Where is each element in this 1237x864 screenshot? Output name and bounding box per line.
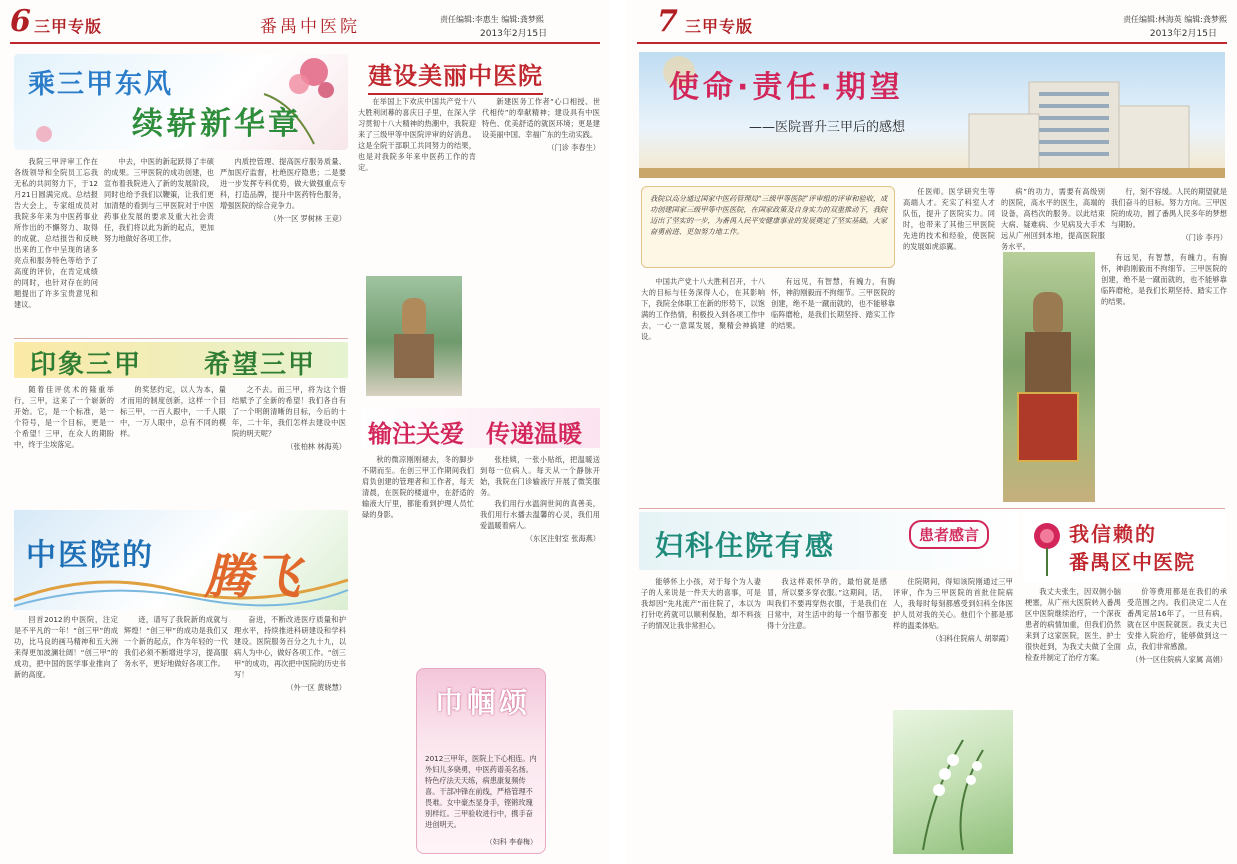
xinlai-col-2: 价等费用都是在我们的承受范围之内。我们决定二人在番禺定居16年了，一旦有病，就在区中医院就医。我丈夫已安排入院治疗，能够做到这一点，我们非常感激。 （外一区住院病人家属 高娟） bbox=[1127, 587, 1227, 664]
dongfeng-col-2: 中去，中医的新起跃得了丰硕的成果。三甲医院的成功创建，也宣布着我院进入了新的发展阶段，同时也给予我们以鞭策，让我们更加清楚的看到与三甲医院对于中医药事业发展的要求及重大社会责任，我们将以此为新的起点，更加努力地做好各项工作。 bbox=[104, 157, 214, 243]
right-page bbox=[627, 0, 1237, 864]
jinguo-headline: 巾帼颂 bbox=[435, 686, 532, 719]
yinxiang-col-1: 随着佳评优术的隆重举行，三甲，这来了一个崭新的开始。它，是一个标准，是一个符号，是一个目标，更是一个希望！三甲，在众人的期盼中，终于尘埃落定。 bbox=[14, 385, 114, 449]
shiming-headline: 使命·责任·期望 bbox=[669, 70, 904, 105]
yinxiang-banner bbox=[14, 342, 348, 378]
jinguo-signature: （妇科 李春梅） bbox=[485, 838, 537, 846]
dongfeng-headline-1: 乘三甲东风 bbox=[28, 69, 173, 100]
tengfei-col-1: 回首2012的中医院，注定是不平凡的一年！“创三甲”的成功，比马良的画马精神和五大洲来得更加波澜壮阔！“创三甲”的成功，把中国的医学事业推向了新的高度。 bbox=[14, 615, 118, 679]
dongfeng-signature: （外一区 罗树林 王竞） bbox=[269, 214, 346, 223]
dongfeng-col-1: 我院三甲评审工作在各级领导和全院员工忘我无私的共同努力下，于12月21日圆满完成。总结报告大会上，专家组成员对我院多年来为中医药事业所作出的不懈努力、取得的成就、总结报告和反映出来的工作中呈现的诸多亮点和服务特色等给予了高度的评价，在肯定成绩的同时，也针对存在的问题提出了许多宝贵意见和建议。 bbox=[14, 157, 98, 309]
flower-icon bbox=[893, 710, 1013, 854]
shuzhu-headline-1: 输注关爱 bbox=[368, 420, 464, 448]
shiming-subtitle: ——医院晋升三甲后的感想 bbox=[749, 120, 906, 135]
left-page bbox=[0, 0, 610, 864]
lily-of-valley-photo bbox=[893, 710, 1013, 854]
shiming-col-2: 有远见，有智慧，有魄力，有胸怀，神韵刚毅而不拘细节。三甲医院的创建，绝不是一蹴而就的，也不能够靠临阵磨枪，是我们长期坚持、踏实工作的结果。 bbox=[771, 277, 895, 330]
tengfei-signature: （外一区 黄晓慧） bbox=[286, 683, 346, 692]
jinguo-box bbox=[416, 668, 546, 854]
shiming-col-3: 任医师。医学研究生等高端人才。充实了科室人才队伍，提升了医院实力。同时，也带来了其他三甲医院先进的技术和经验，使医院的发展如虎添翼。 bbox=[903, 187, 995, 251]
left-section-title: 三甲专版 bbox=[34, 17, 103, 36]
xinlai-headline-1: 我信赖的 bbox=[1069, 522, 1157, 546]
yinxiang-headline-1: 印象三甲 bbox=[30, 350, 143, 380]
xinlai-signature: （外一区住院病人家属 高娟） bbox=[1131, 655, 1227, 664]
xinlai-headline-2: 番禺区中医院 bbox=[1069, 550, 1195, 574]
xinlai-banner bbox=[1023, 512, 1227, 582]
dongfeng-col-3: 内质控管理、提高医疗服务质量、严加医疗监督，杜绝医疗隐患；二是要进一步发挥专科优势，做大做强重点专科，打造品牌，提升中医药特色服务，增强医院的综合竞争力。 （外一区 罗树林 王竞） bbox=[220, 157, 346, 223]
yinxiang-headline-2: 希望三甲 bbox=[204, 350, 317, 380]
shuzhu-col-2: 张桂姨，一张小贴纸，把温暖送到每一位病人。每天从一个静脉开始，我院在门诊输液厅开展了微笑服务。 我们用行水温润世间的真善美，我们用行水播去温馨的心灵，我们用爱温暖着病人。 （东区注射室 张海燕） bbox=[480, 455, 600, 543]
yinxiang-col-3: 之不去。而三甲，将为这个惜结赋予了全新的希望！我们各自有了一个明朗清晰的目标，今后的十年，二十年，我们怎样去建设中医院的明天呢？ （张柏林 林海英） bbox=[232, 385, 346, 451]
tengfei-banner bbox=[14, 510, 348, 610]
divider bbox=[14, 338, 348, 339]
left-brand: 番禺中医院 bbox=[260, 17, 360, 37]
fuke-col-3: 住院期间，得知该院刚通过三甲评审，作为三甲医院的首批住院病人，我每时每刻都感受到妇科全体医护人员对我的关心。他们个个都是那样的温柔体贴。 （妇科住院病人 胡翠霞） bbox=[893, 577, 1013, 643]
fuke-headline: 妇科住院有感 bbox=[655, 529, 836, 562]
dongfeng-banner bbox=[14, 54, 348, 150]
yinxiang-col-2: 的奖惩约定，以人为本，量才而用的制度创新，这样一个目标三甲，一百人跟中，一千人眼中，一万人眼中，总有不同的模样。 bbox=[120, 385, 226, 438]
shiming-col-4: 病”的功力，需要有高级别的医院，高水平的医生，高端的设备，高档次的服务。以此结束大病、疑难病、少见病及大手术远从广州回到本地，提高医院服务水平。 bbox=[1001, 187, 1105, 251]
jianshe-statue-photo bbox=[366, 276, 462, 396]
rose-decoration-icon bbox=[1027, 518, 1067, 578]
right-page-number: 7 bbox=[657, 4, 678, 39]
tengfei-col-3: 奋进，不断改进医疗质量和护理水平，持续推进科研建设和学科建设。医院服务百分之九十九，以病人为中心，做好各项工作。“创三甲”的成功，再次把中医院的历史书写！ （外一区 黄晓慧） bbox=[234, 615, 346, 692]
xinlai-col-1: 我丈夫张生，因双侧小脑梗塞，从广州大医院转入番禺区中医院继续治疗，一个深夜患者的病情加重，但我们仍然来到了这家医院，医生、护士很快赶到，为我丈夫做了全面检查并制定了治疗方案。 bbox=[1025, 587, 1121, 662]
left-editor: 责任编辑:李惠生 编辑:龚梦熙 bbox=[440, 15, 544, 24]
shiming-lead-box bbox=[641, 186, 895, 268]
right-editor: 责任编辑:林海英 编辑:龚梦熙 bbox=[1123, 15, 1227, 24]
fuke-col-1: 能够怀上小孩，对于每个为人妻子的人来说是一件天大的喜事，可是我却因“先兆流产”而住院了，本以为打针吃药就可以顺利保胎，却不料孩子的情况让我非常担心。 bbox=[641, 577, 761, 630]
shiming-col-1: 中国共产党十八大胜利召开，十八大的目标与任务深得人心，在其影响下，我院全体职工在新的形势下，以饱满的工作热情，积极投入到各项工作中去，一心一意谋发展，聚精会神搞建设。 bbox=[641, 277, 765, 341]
fuke-badge: 患者感言 bbox=[909, 520, 989, 549]
jianshe-signature: （门诊 李春生） bbox=[547, 143, 600, 152]
jianshe-col-1: 在举国上下欢庆中国共产党十八大胜利闭幕的喜庆日子里，在深入学习贯彻十八大精神的热潮中，我院迎来了三级甲等中医院评审的好消息。这是全院干部职工共同努力的结果，也是对我院多年来中医药工作的肯定。 bbox=[358, 97, 476, 172]
shuzhu-banner bbox=[362, 408, 600, 448]
right-section-title: 三甲专版 bbox=[685, 17, 754, 36]
tengfei-headline-2: 腾飞 bbox=[204, 549, 301, 605]
shiming-statue-photo bbox=[1003, 252, 1095, 502]
shiming-lead: 我院以高分通过国家中医药管理局“三级甲等医院”评审组的评审和验收，成功创建国家三级甲等中医医院，在国家政策及自身实力的双重推动下，我院迈出了坚实的一步，为番禺人民平安健康事业的发展奠定了坚实基础。大家奋勇前进、更加努力地工作。 bbox=[650, 194, 888, 236]
yinxiang-signature: （张柏林 林海英） bbox=[286, 442, 346, 451]
jianshe-col-2: 新建医务工作者“心口相授、世代相传”的奉献精神；建设具有中医特色、优美舒适的就医环境；更是建设美丽中国、幸福广东的生动实践。 （门诊 李春生） bbox=[482, 97, 600, 152]
jianshe-headline: 建设美丽中医院 bbox=[368, 56, 543, 95]
shiming-hero-banner bbox=[639, 52, 1225, 178]
left-date: 2013年2月15日 bbox=[480, 29, 548, 39]
tengfei-col-2: 迹，谱写了我院新的成就与辉煌！“创三甲”的成功是我们又一个新的起点，作为年轻的一代我们必须不断增进学习，提高服务水平，更好地做好各项工作。 bbox=[124, 615, 228, 668]
tengfei-headline-1: 中医院的 bbox=[26, 538, 154, 573]
right-date: 2013年2月15日 bbox=[1149, 29, 1217, 39]
dongfeng-headline-2: 续崭新华章 bbox=[132, 106, 302, 142]
shuzhu-headline-2: 传递温暖 bbox=[486, 420, 582, 448]
page-gutter bbox=[610, 0, 627, 864]
shiming-signature: （门诊 李丹） bbox=[1181, 233, 1227, 242]
jinguo-poem: 2012三甲年，医院上下心相连。内外妇儿多骁勇，中医药谱美名扬。特色疗法天天练，病患康复频传喜。干部冲锋在前线，严格管理不畏难。女中豪杰显身手，铿锵玫瑰别样红。三甲验收进行中，携手奋进创明天。 bbox=[425, 754, 537, 829]
shuzhu-signature: （东区注射室 张海燕） bbox=[525, 534, 600, 543]
divider bbox=[639, 508, 1225, 509]
fuke-col-2: 我这样艰怀孕的，最怕就是感冒，所以要多穿衣服。”这期间，话，叫我们不要再穿热衣服，于是我们在日常中，对生活中的每一个细节都变得十分注意。 bbox=[767, 577, 887, 630]
fuke-banner bbox=[639, 512, 1019, 570]
shiming-col-5-cont: 有远见，有智慧，有魄力，有胸怀，神韵刚毅而不拘细节。三甲医院的创建，绝不是一蹴而就的，也不能够靠临阵磨枪，是我们长期坚持、踏实工作的结果。 bbox=[1101, 253, 1227, 306]
shiming-col-5: 行，刻不容缓。人民的期望就是我们奋斗的目标。努力方向。三甲医院的成功，圆了番禺人民多年的梦想与期盼。 （门诊 李丹） bbox=[1111, 187, 1227, 242]
left-page-number: 6 bbox=[10, 4, 31, 39]
fuke-signature: （妇科住院病人 胡翠霞） bbox=[931, 634, 1013, 643]
left-page-header bbox=[10, 4, 600, 44]
shuzhu-col-1: 秋的微凉刚刚褪去，冬的脚步不期而至。在创三甲工作期间我们肩负创建的管理者和工作者，每天清晨，在医院的楼道中，在舒适的输液大厅里，都能看到护理人员忙碌的身影。 bbox=[362, 455, 474, 519]
right-page-header bbox=[637, 4, 1227, 44]
